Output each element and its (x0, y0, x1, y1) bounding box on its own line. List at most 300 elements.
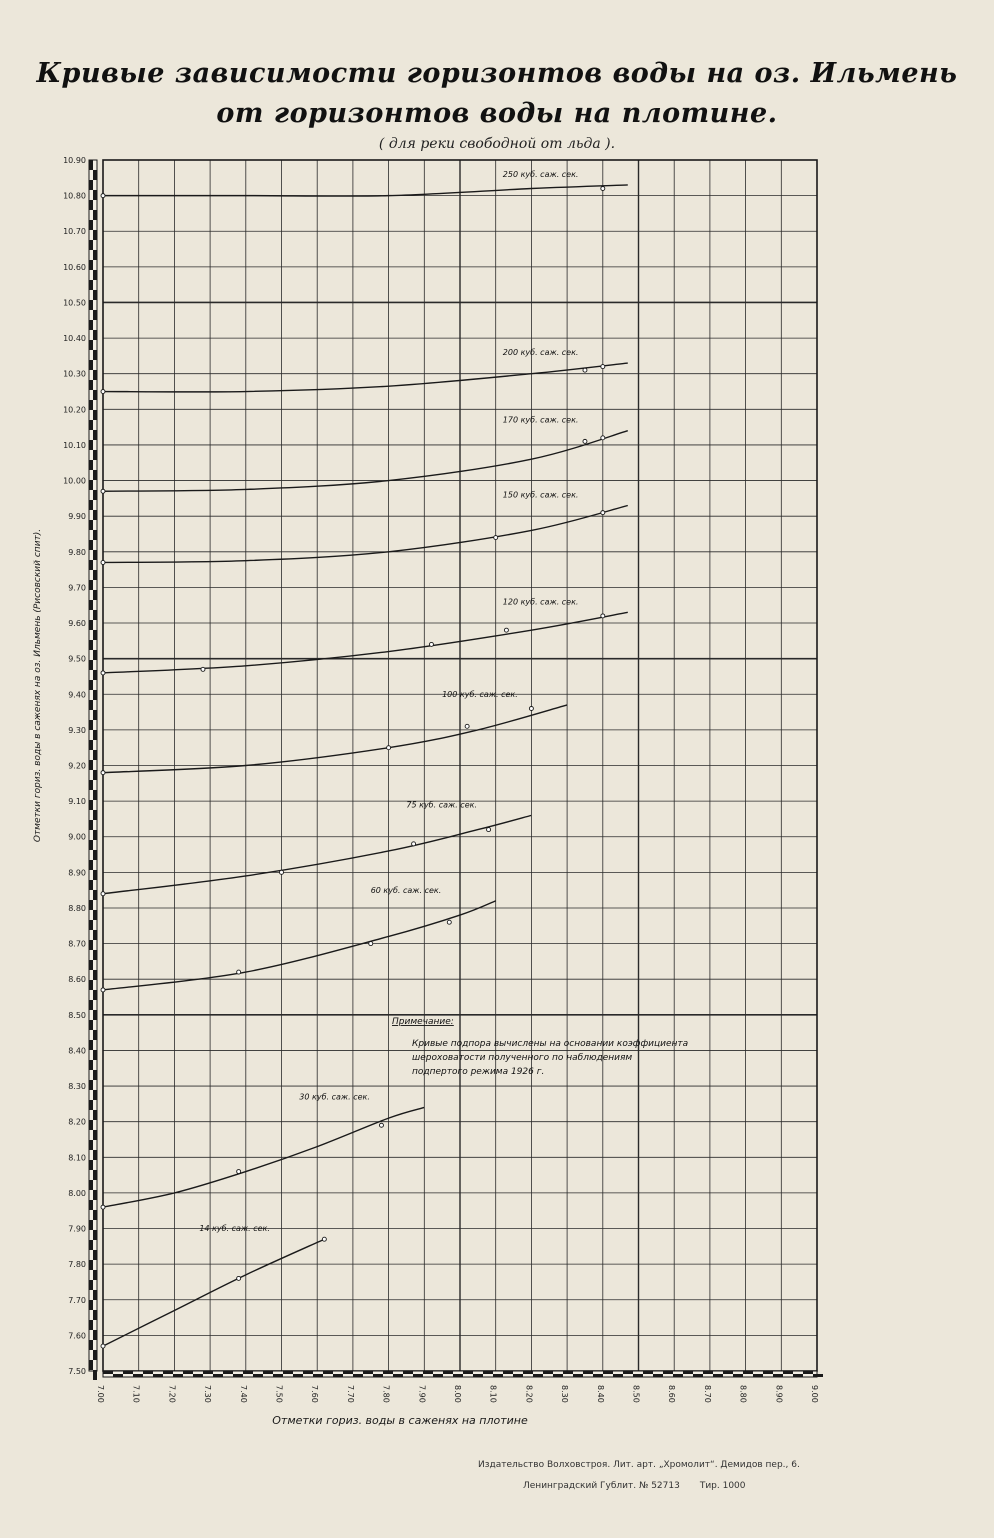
scale-bar-bottom-cell (413, 1374, 423, 1377)
scale-bar-cell (93, 630, 97, 640)
scale-bar-bottom-cell (583, 1371, 593, 1374)
scale-bar-bottom-cell (123, 1371, 133, 1374)
scale-bar-bottom-cell (653, 1374, 663, 1377)
series-7 (101, 886, 496, 992)
scale-bar-bottom-cell (713, 1374, 723, 1377)
data-point (379, 1123, 383, 1127)
y-tick-label: 8.80 (68, 903, 86, 913)
scale-bar-bottom-cell (373, 1374, 383, 1377)
y-tick-label: 10.00 (63, 476, 86, 486)
x-tick-label: 7.60 (310, 1385, 320, 1403)
x-tick-label: 7.30 (203, 1385, 213, 1403)
x-tick-label: 7.70 (345, 1385, 355, 1403)
scale-bar-cell (93, 1070, 97, 1080)
scale-bar-cell (89, 500, 93, 510)
data-point (280, 870, 284, 874)
scale-bar-bottom-cell (293, 1374, 303, 1377)
scale-bar-cell (93, 1050, 97, 1060)
y-tick-label: 7.50 (68, 1367, 86, 1376)
scale-bar-cell (93, 370, 97, 380)
scale-bar-cell (93, 950, 97, 960)
data-point (101, 892, 105, 896)
series-line (103, 505, 628, 562)
scale-bar-cell (93, 290, 97, 300)
scale-bar-cell (93, 490, 97, 500)
scale-bar-bottom-cell (253, 1374, 263, 1377)
scale-bar-bottom-cell (573, 1374, 583, 1377)
scale-bar-bottom-cell (563, 1371, 573, 1374)
series-1 (101, 348, 628, 393)
scale-bar-bottom-cell (283, 1371, 293, 1374)
data-point (429, 642, 433, 646)
series-line (103, 363, 628, 392)
scale-bar-cell (93, 1110, 97, 1120)
scale-bar-bottom-cell (543, 1371, 553, 1374)
y-tick-label: 9.80 (68, 547, 86, 557)
scale-bar-cell (93, 470, 97, 480)
note-box (392, 1017, 688, 1077)
scale-bar-cell (89, 1360, 93, 1370)
x-tick-label: 8.80 (738, 1385, 748, 1403)
series-line (103, 612, 628, 673)
scale-bar-cell (93, 570, 97, 580)
data-point (101, 988, 105, 992)
note-heading: Примечание: (392, 1017, 454, 1027)
scale-bar-bottom-cell (323, 1371, 333, 1374)
scale-bar-cell (89, 580, 93, 590)
y-tick-label: 10.60 (63, 262, 86, 272)
x-tick-label: 7.10 (131, 1385, 141, 1403)
data-point (529, 707, 533, 711)
scale-bar-bottom-cell (603, 1371, 613, 1374)
scale-bar-bottom-cell (333, 1374, 343, 1377)
scale-bar-bottom-cell (353, 1374, 363, 1377)
scale-bar-cell (89, 940, 93, 950)
scale-bar-cell (89, 1120, 93, 1130)
scale-bar-bottom-cell (473, 1374, 483, 1377)
scale-bar-bottom-cell (803, 1371, 813, 1374)
series-line (103, 185, 628, 196)
y-tick-label: 7.60 (68, 1331, 86, 1341)
x-tick-label: 7.40 (238, 1385, 248, 1403)
chart-title-line-2: от горизонтов воды на плотине. (216, 98, 778, 129)
scale-bar-bottom-cell (503, 1371, 513, 1374)
y-tick-label: 10.90 (63, 156, 86, 165)
y-tick-label: 10.80 (63, 191, 86, 201)
y-tick-label: 10.30 (63, 369, 86, 379)
scale-bar-bottom-cell (733, 1374, 743, 1377)
scale-bar-cell (93, 510, 97, 520)
scale-bar-cell (93, 690, 97, 700)
scale-bar-bottom-cell (153, 1374, 163, 1377)
scale-bar-cell (89, 300, 93, 310)
series-label: 200 куб. саж. сек. (502, 348, 579, 358)
scale-bar-bottom-cell (173, 1374, 183, 1377)
scale-bar-cell (93, 1190, 97, 1200)
data-point (101, 1344, 105, 1348)
scale-bar-cell (93, 810, 97, 820)
data-point (101, 771, 105, 775)
scale-bar-cell (93, 930, 97, 940)
scale-bar-cell (89, 1200, 93, 1210)
series-label: 75 куб. саж. сек. (406, 800, 478, 810)
x-tick-label: 8.00 (453, 1385, 462, 1403)
data-point (201, 667, 205, 671)
scale-bar-bottom-cell (223, 1371, 233, 1374)
scale-bar-cell (89, 1000, 93, 1010)
scale-bar-cell (93, 310, 97, 320)
x-tick-label: 8.20 (524, 1385, 534, 1403)
scale-bar-cell (93, 710, 97, 720)
scale-bar-cell (93, 1370, 97, 1380)
scale-bar-bottom-cell (343, 1371, 353, 1374)
data-point (583, 439, 587, 443)
y-tick-label: 9.90 (68, 512, 86, 522)
scale-bar-cell (89, 280, 93, 290)
scale-bar-bottom-cell (303, 1371, 313, 1374)
scale-bar-cell (89, 460, 93, 470)
scale-bar-cell (89, 520, 93, 530)
scale-bar-cell (93, 270, 97, 280)
scale-bar-cell (89, 1080, 93, 1090)
data-point (494, 536, 498, 540)
scale-bar-bottom-cell (453, 1374, 463, 1377)
scale-bar-cell (93, 910, 97, 920)
x-tick-label: 8.40 (595, 1385, 605, 1403)
data-point (237, 1276, 241, 1280)
x-tick-label: 7.80 (381, 1385, 391, 1403)
data-point (601, 511, 605, 515)
chart-subtitle: ( для реки свободной от льда ). (378, 136, 616, 152)
data-point (465, 724, 469, 728)
scale-bar-cell (93, 1270, 97, 1280)
scale-bar-bottom-cell (423, 1371, 433, 1374)
scale-bar-cell (93, 210, 97, 220)
y-tick-label: 9.30 (68, 725, 86, 735)
scale-bar-cell (93, 970, 97, 980)
y-tick-label: 9.70 (68, 583, 86, 593)
y-tick-label: 7.90 (68, 1224, 86, 1234)
x-tick-label: 9.00 (810, 1385, 819, 1403)
y-tick-label: 10.50 (63, 298, 86, 308)
scale-bar-bottom-cell (743, 1371, 753, 1374)
series-8 (101, 1092, 424, 1209)
series-label: 170 куб. саж. сек. (502, 415, 579, 425)
scale-bar-cell (89, 420, 93, 430)
series-6 (101, 800, 531, 895)
scale-bar-cell (89, 720, 93, 730)
scale-bar-cell (93, 1090, 97, 1100)
scale-bar-bottom-cell (753, 1374, 763, 1377)
scale-bar-cell (89, 1260, 93, 1270)
series-label: 14 куб. саж. сек. (199, 1224, 270, 1234)
scale-bar-cell (93, 1170, 97, 1180)
series-3 (101, 490, 628, 564)
scale-bar-cell (89, 200, 93, 210)
scale-bar-cell (93, 390, 97, 400)
scale-bar-bottom-cell (553, 1374, 563, 1377)
scale-bar-cell (89, 680, 93, 690)
scale-bar-cell (89, 360, 93, 370)
series-2 (101, 416, 628, 494)
data-point (237, 1170, 241, 1174)
scale-bar-cell (89, 1300, 93, 1310)
note-line: подпертого режима 1926 г. (412, 1067, 545, 1077)
scale-bar-cell (93, 250, 97, 260)
scale-bar-bottom-cell (433, 1374, 443, 1377)
scale-bar-cell (89, 160, 93, 170)
scale-bar-cell (89, 1160, 93, 1170)
y-tick-label: 8.40 (68, 1046, 86, 1056)
data-point (601, 186, 605, 190)
x-tick-label: 7.90 (417, 1385, 427, 1403)
x-tick-label: 8.90 (774, 1385, 784, 1403)
scale-bar-cell (93, 1350, 97, 1360)
scale-bar-cell (89, 240, 93, 250)
scale-bar-cell (89, 220, 93, 230)
scale-bar-cell (93, 350, 97, 360)
data-point (237, 970, 241, 974)
scale-bar-cell (89, 880, 93, 890)
scale-bar-cell (93, 670, 97, 680)
scale-bar-cell (89, 340, 93, 350)
scale-bar-cell (89, 1220, 93, 1230)
scale-bar-cell (93, 1330, 97, 1340)
scale-bar-cell (93, 770, 97, 780)
scale-bar-bottom-cell (203, 1371, 213, 1374)
x-tick-label: 8.60 (667, 1385, 677, 1403)
scale-bar-cell (89, 640, 93, 650)
scale-bar-bottom-cell (483, 1371, 493, 1374)
series-line (103, 431, 628, 492)
series-4 (101, 597, 628, 675)
scale-bar-cell (93, 1130, 97, 1140)
scale-bar-cell (89, 180, 93, 190)
scale-bar-bottom-cell (273, 1374, 283, 1377)
scale-bar-cell (89, 660, 93, 670)
scale-bar-cell (93, 830, 97, 840)
y-tick-label: 8.30 (68, 1082, 86, 1092)
series-0 (101, 170, 628, 198)
scale-bar-bottom-cell (163, 1371, 173, 1374)
y-tick-label: 10.20 (63, 405, 86, 415)
scale-bar-cell (89, 380, 93, 390)
scale-bar-bottom-cell (693, 1374, 703, 1377)
scale-bar-bottom-cell (243, 1371, 253, 1374)
scale-bar-bottom-cell (533, 1374, 543, 1377)
scale-bar-bottom-cell (143, 1371, 153, 1374)
scale-bar-cell (93, 1150, 97, 1160)
scale-bar-cell (89, 980, 93, 990)
scale-bar-cell (89, 620, 93, 630)
scale-bar-cell (93, 330, 97, 340)
scale-bar-bottom-cell (593, 1374, 603, 1377)
scale-bar-cell (89, 400, 93, 410)
data-point (504, 628, 508, 632)
data-point (447, 920, 451, 924)
scale-bar-cell (89, 800, 93, 810)
y-tick-label: 10.40 (63, 334, 86, 344)
y-tick-label: 8.50 (68, 1010, 86, 1020)
scale-bar-bottom-cell (103, 1371, 113, 1374)
data-point (101, 489, 105, 493)
scale-bar-cell (89, 740, 93, 750)
scale-bar-cell (93, 430, 97, 440)
scale-bar-bottom-cell (703, 1371, 713, 1374)
scale-bar-bottom-cell (643, 1371, 653, 1374)
y-tick-label: 8.70 (68, 939, 86, 949)
scale-bar-bottom-cell (383, 1371, 393, 1374)
scale-bar-cell (93, 610, 97, 620)
y-tick-label: 9.40 (68, 690, 86, 700)
scale-bar-bottom-cell (793, 1374, 803, 1377)
data-point (101, 390, 105, 394)
scale-bar-bottom-cell (683, 1371, 693, 1374)
scale-bar-cell (89, 560, 93, 570)
scale-bar-bottom-cell (493, 1374, 503, 1377)
scale-bar-bottom-cell (213, 1374, 223, 1377)
y-tick-label: 9.10 (68, 797, 86, 807)
scale-bar-bottom-cell (783, 1371, 793, 1374)
scale-bar-cell (89, 1060, 93, 1070)
scale-bar-cell (89, 700, 93, 710)
y-tick-label: 9.60 (68, 619, 86, 629)
scale-bar-cell (89, 1340, 93, 1350)
y-tick-label: 9.20 (68, 761, 86, 771)
scale-bar-cell (93, 410, 97, 420)
scale-bar-bottom-cell (233, 1374, 243, 1377)
scale-bar-cell (93, 1210, 97, 1220)
data-point (322, 1237, 326, 1241)
scale-bar-bottom-cell (393, 1374, 403, 1377)
y-tick-label: 10.70 (63, 227, 86, 237)
series-label: 100 куб. саж. сек. (442, 689, 518, 699)
y-tick-label: 9.50 (68, 654, 86, 664)
scale-bar-cell (89, 860, 93, 870)
scale-bar-cell (89, 840, 93, 850)
scale-bar-cell (89, 960, 93, 970)
scale-bar-cell (89, 540, 93, 550)
scale-bar-cell (93, 1290, 97, 1300)
x-axis-title: Отметки гориз. воды в саженях на плотине (272, 1414, 528, 1427)
y-tick-label: 8.00 (68, 1188, 86, 1198)
scale-bar-cell (89, 600, 93, 610)
scale-bar-bottom-cell (673, 1374, 683, 1377)
series-label: 30 куб. саж. сек. (299, 1092, 370, 1102)
scale-bar-cell (93, 850, 97, 860)
scale-bar-cell (93, 170, 97, 180)
series-label: 120 куб. саж. сек. (502, 597, 579, 607)
scale-bar-cell (89, 260, 93, 270)
y-tick-label: 10.10 (63, 440, 86, 450)
scale-bar-cell (89, 480, 93, 490)
scale-bar-cell (89, 1240, 93, 1250)
data-point (387, 746, 391, 750)
series-5 (101, 690, 567, 775)
scale-bar-bottom-cell (313, 1374, 323, 1377)
series-line (103, 901, 496, 990)
data-point (487, 828, 491, 832)
scale-bar-bottom-cell (403, 1371, 413, 1374)
scale-bar-cell (89, 1040, 93, 1050)
y-tick-label: 8.20 (68, 1117, 86, 1127)
scale-bar-cell (93, 870, 97, 880)
scale-bar-cell (89, 1100, 93, 1110)
data-point (601, 614, 605, 618)
note-line: шероховатости полученного по наблюдениям (412, 1053, 633, 1063)
scale-bar-cell (89, 1140, 93, 1150)
axes (33, 156, 823, 1427)
scale-bar-cell (93, 1250, 97, 1260)
series-group (101, 170, 628, 1348)
scale-bar-cell (89, 780, 93, 790)
data-point (101, 560, 105, 564)
scale-bar-cell (93, 230, 97, 240)
data-point (583, 368, 587, 372)
scale-bar-cell (93, 1310, 97, 1320)
scale-bar-bottom-cell (613, 1374, 623, 1377)
scale-bar-bottom-cell (723, 1371, 733, 1374)
scale-bar-cell (93, 790, 97, 800)
scale-bar-bottom-cell (763, 1371, 773, 1374)
scale-bar-bottom-cell (523, 1371, 533, 1374)
scale-bar-cell (89, 900, 93, 910)
x-tick-label: 8.70 (702, 1385, 712, 1403)
scale-bar-cell (93, 590, 97, 600)
series-line (103, 705, 567, 773)
scale-bar-cell (89, 760, 93, 770)
scale-bar-bottom-cell (513, 1374, 523, 1377)
x-tick-label: 8.10 (488, 1385, 498, 1403)
series-label: 150 куб. саж. сек. (502, 490, 579, 500)
scale-bar-cell (89, 1320, 93, 1330)
data-point (369, 942, 373, 946)
scale-bar-cell (89, 1180, 93, 1190)
y-tick-label: 7.70 (68, 1295, 86, 1305)
data-point (101, 671, 105, 675)
scale-bar-cell (93, 990, 97, 1000)
scale-bar-bottom-cell (133, 1374, 143, 1377)
scale-bar-cell (89, 1280, 93, 1290)
scale-bar-cell (93, 1230, 97, 1240)
scale-bar-cell (89, 820, 93, 830)
scale-bar-bottom-cell (813, 1374, 823, 1377)
scale-bar-cell (93, 1010, 97, 1020)
series-label: 250 куб. саж. сек. (502, 169, 579, 179)
scale-bar-bottom-cell (633, 1374, 643, 1377)
data-point (101, 194, 105, 198)
scale-bar-bottom-cell (363, 1371, 373, 1374)
y-axis-title: Отметки гориз. воды в саженях на оз. Ильмень (Рисовский спит). (33, 528, 43, 843)
scale-bar-cell (93, 890, 97, 900)
scale-bar-bottom-cell (623, 1371, 633, 1374)
y-tick-label: 8.60 (68, 975, 86, 985)
series-9 (101, 1224, 326, 1348)
data-point (101, 1205, 105, 1209)
series-label: 60 куб. саж. сек. (370, 885, 442, 895)
scale-bar-cell (93, 650, 97, 660)
scale-bar-cell (93, 530, 97, 540)
x-tick-label: 8.30 (560, 1385, 570, 1403)
imprint-print-run: Тир. 1000 (699, 1481, 746, 1491)
data-point (412, 842, 416, 846)
x-tick-label: 8.50 (631, 1385, 641, 1403)
scale-bar-cell (93, 750, 97, 760)
imprint-line-1: Издательство Волховстроя. Лит. арт. „Хромолит“. Демидов пер., 6. (478, 1460, 800, 1470)
note-line: Кривые подпора вычислены на основании коэффициента (412, 1039, 689, 1049)
scale-bar-bottom-cell (463, 1371, 473, 1374)
scale-bar-bottom-cell (773, 1374, 783, 1377)
